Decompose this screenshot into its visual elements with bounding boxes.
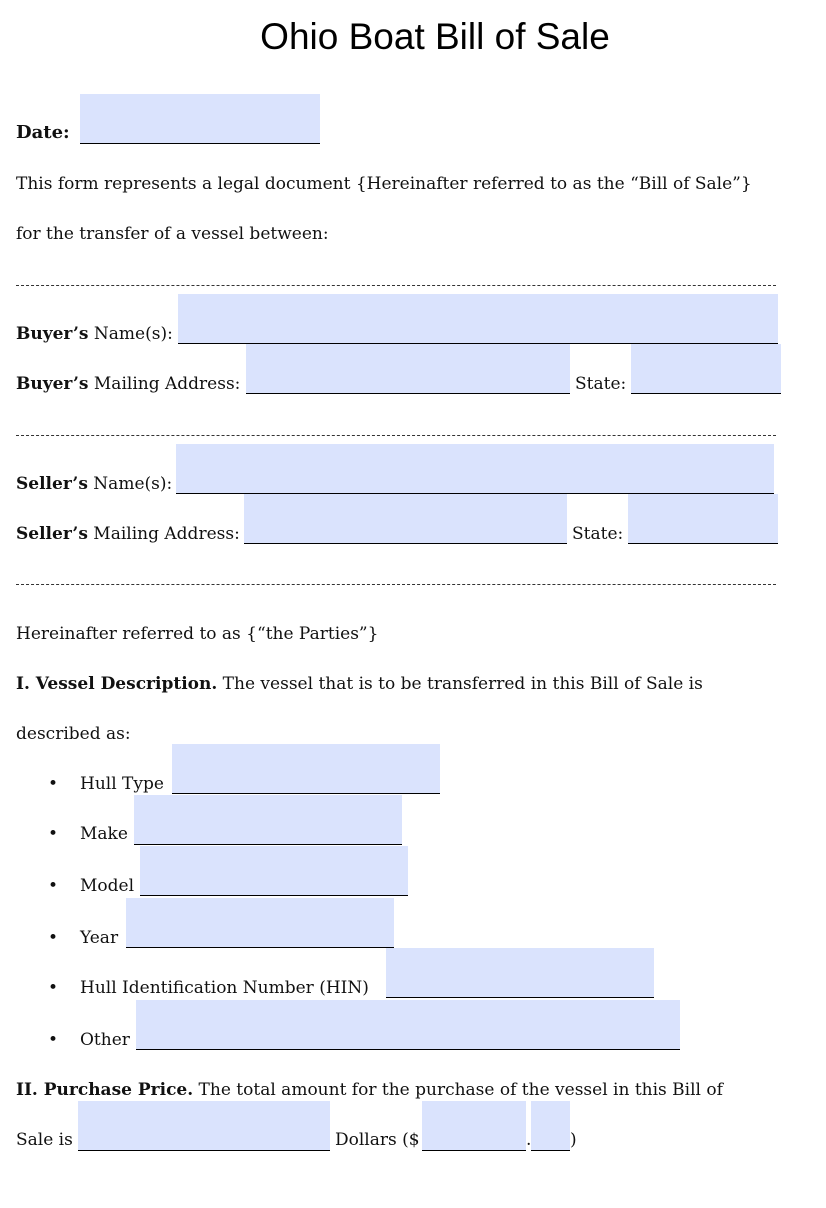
bullet-hull-type: • [48, 774, 59, 794]
seller-address-label-bold: Seller’s [16, 524, 88, 544]
price-words-field[interactable] [78, 1101, 330, 1151]
price-cents-field[interactable] [531, 1101, 570, 1151]
buyer-name-field[interactable] [178, 294, 778, 344]
seller-state-field[interactable] [628, 494, 778, 544]
section-1-text: The vessel that is to be transferred in this Bill of Sale is [217, 674, 703, 694]
hull-type-field[interactable] [172, 744, 440, 794]
section-2-text: The total amount for the purchase of the vessel in this Bill of [193, 1080, 723, 1100]
section-1-heading: I. Vessel Description. [16, 674, 218, 694]
document-title: Ohio Boat Bill of Sale [260, 16, 610, 57]
seller-name-label-bold: Seller’s [16, 474, 88, 494]
buyer-name-label-rest: Name(s): [88, 324, 173, 344]
other-label: Other [80, 1030, 130, 1050]
separator-1 [16, 285, 776, 286]
intro-line-1: This form represents a legal document {Hereinafter referred to as the “Bill of Sale”} [16, 174, 752, 194]
section-1-paragraph [16, 673, 703, 695]
dollars-label: Dollars ($ [335, 1130, 420, 1150]
bullet-model: • [48, 876, 59, 896]
seller-name-field[interactable] [176, 444, 774, 494]
make-label: Make [80, 824, 128, 844]
other-field[interactable] [136, 1000, 680, 1050]
separator-3 [16, 584, 776, 585]
buyer-state-field[interactable] [631, 344, 781, 394]
bullet-make: • [48, 824, 59, 844]
hull-type-label: Hull Type [80, 774, 164, 794]
bullet-hin: • [48, 978, 59, 998]
intro-line-2: for the transfer of a vessel between: [16, 224, 329, 244]
bullet-year: • [48, 928, 59, 948]
seller-state-label: State: [572, 524, 624, 544]
date-field[interactable] [80, 94, 320, 144]
buyer-address-field[interactable] [246, 344, 570, 394]
buyer-name-label [16, 323, 173, 345]
decimal-point: . [526, 1130, 532, 1150]
seller-name-label [16, 473, 172, 495]
make-field[interactable] [134, 795, 402, 845]
year-field[interactable] [126, 898, 394, 948]
buyer-address-label-bold: Buyer’s [16, 374, 89, 394]
seller-address-label [16, 523, 240, 545]
separator-2 [16, 435, 776, 436]
section-2-heading: II. Purchase Price. [16, 1080, 194, 1100]
sale-is-label: Sale is [16, 1130, 73, 1150]
hin-label: Hull Identification Number (HIN) [80, 978, 369, 998]
buyer-address-label-rest: Mailing Address: [88, 374, 241, 394]
model-label: Model [80, 876, 135, 896]
seller-address-field[interactable] [244, 494, 567, 544]
section-1-text-2: described as: [16, 724, 131, 744]
section-2-paragraph [16, 1079, 723, 1101]
hin-field[interactable] [386, 948, 654, 998]
seller-name-label-rest: Name(s): [87, 474, 173, 494]
parties-text: Hereinafter referred to as {“the Parties”} [16, 624, 379, 644]
seller-address-label-rest: Mailing Address: [87, 524, 240, 544]
close-paren: ) [570, 1130, 577, 1150]
date-label: Date: [16, 122, 70, 143]
buyer-state-label: State: [575, 374, 627, 394]
price-dollars-field[interactable] [422, 1101, 526, 1151]
bullet-other: • [48, 1030, 59, 1050]
year-label: Year [80, 928, 119, 948]
buyer-name-label-bold: Buyer’s [16, 324, 89, 344]
model-field[interactable] [140, 846, 408, 896]
buyer-address-label [16, 373, 240, 395]
